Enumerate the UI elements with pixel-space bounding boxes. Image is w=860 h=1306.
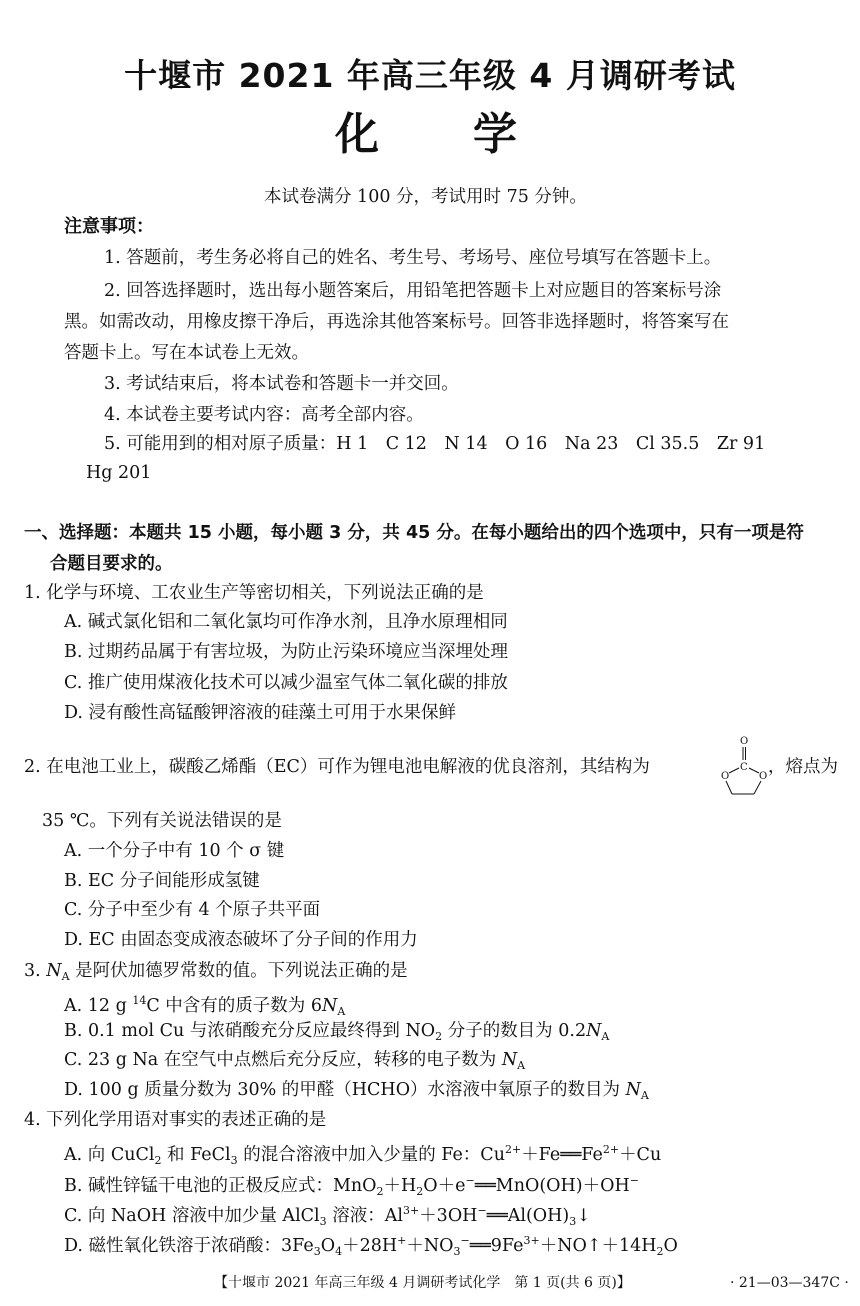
ethylene-carbonate-structure (718, 734, 768, 800)
note-3: 3. 考试结束后，将本试卷和答题卡一并交回。 (104, 374, 459, 394)
note-2-line-3: 答题卡上。写在本试卷上无效。 (64, 343, 309, 363)
note-2-line-1: 2. 回答选择题时，选出每小题答案后，用铅笔把答题卡上对应题目的答案标号涂 (104, 281, 722, 301)
q2-option-a: A. 一个分子中有 10 个 σ 键 (64, 841, 285, 861)
notes-heading: 注意事项： (64, 216, 154, 237)
footer-code: · 21—03—347C · (730, 1275, 849, 1291)
q2-stem-a: 2. 在电池工业上，碳酸乙烯酯（EC）可作为锂电池电解液的优良溶剂，其结构为 (24, 757, 650, 777)
q2-stem-c: 35 ℃。下列有关说法错误的是 (42, 811, 282, 831)
q1-option-d: D. 浸有酸性高锰酸钾溶液的硅藻土可用于水果保鲜 (64, 703, 457, 723)
subject-char-1: 化 (335, 109, 379, 160)
q1-option-a: A. 碱式氯化铝和二氧化氯均可作净水剂，且净水原理相同 (64, 612, 508, 632)
mol-c: C (740, 762, 748, 773)
section-heading-line-1: 一、选择题：本题共 15 小题，每小题 3 分，共 45 分。在每小题给出的四个选项中，只有一项是符 (24, 523, 804, 543)
mol-o-top: O (740, 736, 749, 747)
q3-option-c: C. 23 g Na 在空气中点燃后充分反应，转移的电子数为 $N_A$ (64, 1050, 526, 1072)
q2-option-b: B. EC 分子间能形成氢键 (64, 871, 260, 891)
mol-o-left: O (721, 771, 730, 782)
q3-option-a: A. 12 g $^{14}$C 中含有的质子数为 $6N_A$ (64, 994, 346, 1018)
exam-title: 十堰市 2021 年高三年级 4 月调研考试 (124, 56, 736, 95)
q1-option-c: C. 推广使用煤液化技术可以减少温室气体二氧化碳的排放 (64, 673, 508, 693)
subject-char-2: 学 (473, 109, 517, 160)
q2-stem-b: ，熔点为 (768, 757, 838, 777)
q4-option-a: A. 向 CuCl$_2$ 和 FeCl$_3$ 的混合溶液中加入少量的 Fe：$Cu^{2+}+Fe══Fe^{2+}+Cu$ (64, 1143, 662, 1167)
note-5-line-1: 5. 可能用到的相对原子质量：H 1 C 12 N 14 O 16 Na 23 Cl 35.5 Zr 91 (104, 434, 766, 454)
footer-page-info: 【十堰市 2021 年高三年级 4 月调研考试化学 第 1 页(共 6 页)】 (214, 1275, 631, 1291)
q3-option-b: B. 0.1 mol Cu 与浓硝酸充分反应最终得到 $NO_2$ 分子的数目为 $0.2N_A$ (64, 1021, 610, 1043)
q4-option-c: C. 向 NaOH 溶液中加少量 AlCl$_3$ 溶液：$Al^{3+}+3OH^-══Al(OH)_3↓$ (64, 1204, 591, 1228)
q3-option-d: D. 100 g 质量分数为 30% 的甲醛（HCHO）水溶液中氧原子的数目为 $N_A$ (64, 1080, 649, 1102)
q4-stem: 4. 下列化学用语对事实的表述正确的是 (24, 1110, 327, 1130)
exam-info: 本试卷满分 100 分，考试用时 75 分钟。 (264, 187, 587, 207)
q3-stem: 3. $N_A$ 是阿伏加德罗常数的值。下列说法正确的是 (24, 961, 408, 983)
mol-o-right: O (759, 771, 768, 782)
note-5-line-2: Hg 201 (86, 463, 152, 483)
q4-option-d: D. 磁性氧化铁溶于浓硝酸：$3Fe_3O_4+28H^++NO_3^-══9Fe^{3+}+NO↑+14H_2O$ (64, 1234, 678, 1258)
note-2-line-2: 黑。如需改动，用橡皮擦干净后，再选涂其他答案标号。回答非选择题时，将答案写在 (64, 312, 729, 332)
q1-option-b: B. 过期药品属于有害垃圾，为防止污染环境应当深埋处理 (64, 642, 508, 662)
section-heading-line-2: 合题目要求的。 (50, 554, 173, 574)
note-1: 1. 答题前，考生务必将自己的姓名、考生号、考场号、座位号填写在答题卡上。 (104, 248, 722, 268)
note-4: 4. 本试卷主要考试内容：高考全部内容。 (104, 405, 424, 425)
q2-option-c: C. 分子中至少有 4 个原子共平面 (64, 900, 321, 920)
q1-stem: 1. 化学与环境、工农业生产等密切相关，下列说法正确的是 (24, 583, 484, 603)
q2-option-d: D. EC 由固态变成液态破坏了分子间的作用力 (64, 930, 418, 950)
q4-option-b: B. 碱性锌锰干电池的正极反应式：$MnO_2+H_2O+e^-══MnO(OH)+OH^-$ (64, 1174, 639, 1198)
